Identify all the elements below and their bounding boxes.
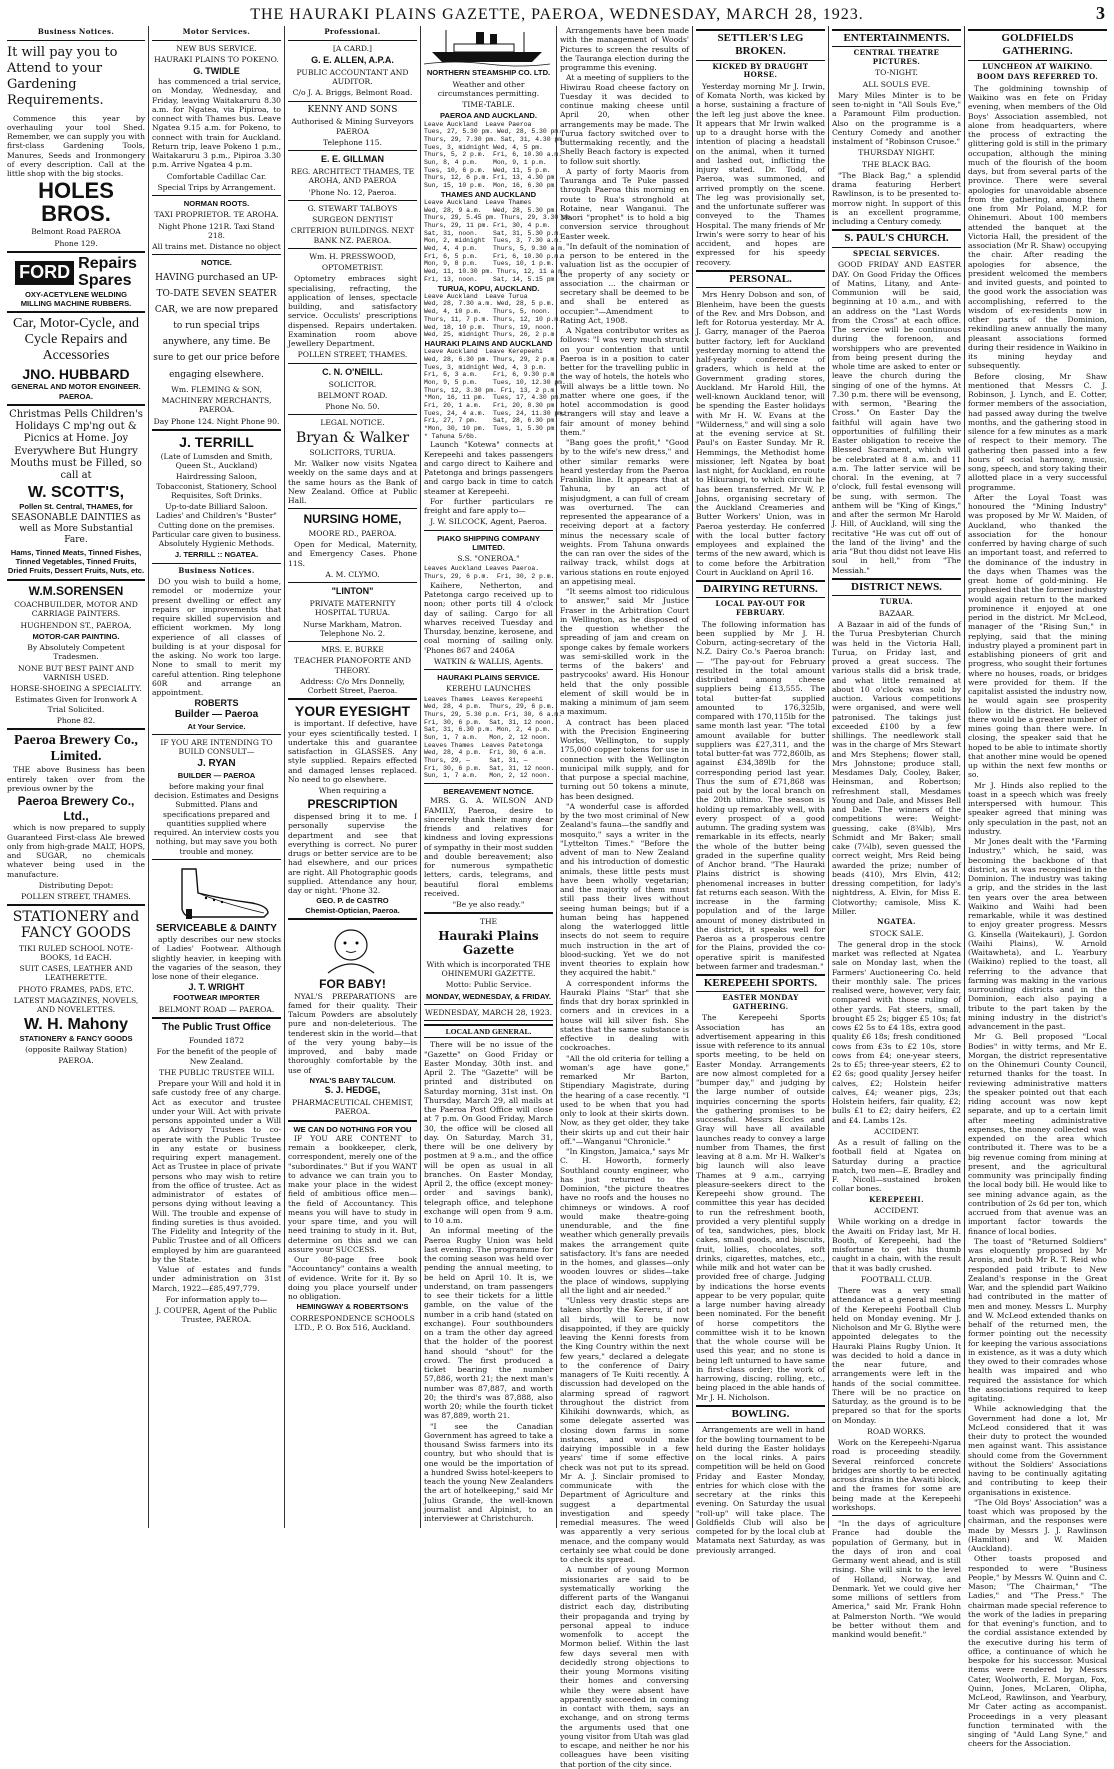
- holes-phone: Phone 129.: [54, 238, 98, 248]
- brewery-text-2: which is now prepared to supply Guaranteed First-class Ale brewed only from high-grade MALT, HOPS, and SUGAR, no chemicals whatever being used in the manufacture.: [7, 823, 145, 879]
- kerepeehi-accident-text: While working on a dredge in the Awaiti on Friday last, Mr H. Booth, of Kerepeehi, had the misfortune to get his thumb caught in a chain, with the result that it was badly crushed.: [832, 1217, 961, 1273]
- public-trust-name: The Public Trust Office: [162, 1021, 271, 1033]
- goldfields-text: Other toasts proposed and responded to were "Business People," by Messrs W. Quinn and C. Mason; "The Chairman," "The Ladies," and "The Press." The chairman made special reference to the work of the ladies in preparing for that evening's function, and to the cordial assistance extended by the executive during his term of office, a continuance of which he bespoke for his successor. Musical items were rendered by Messrs Cater, Woolworth, E. Morgan, Fox, Quinn, Jones, McLaren, Olipha, McLeod, Rawlinson, and Yearbury, Mr Cater acting as accompanist. Proceedings in a very pleasant function terminated with the singing of "Auld Lang Syne," and cheers for the Association.: [968, 1554, 1107, 1749]
- column-1: [4, 26, 148, 1528]
- prescription: PRESCRIPTION: [307, 797, 398, 812]
- masthead: [0, 0, 1114, 24]
- sorensen-name: W.M.SORENSEN: [28, 583, 124, 598]
- piako-text: Kaihere, Netherton, and Patetonga cargo received up to noon; other ports till 4 o'clock day of sailing. Cargo for all wharves received Tuesday and Thursday, benzine, kerosene, and coal morning of sailing only. 'Phones 867 and 2406A: [424, 580, 553, 655]
- silcock: J. W. SILCOCK, Agent, Paeroa.: [430, 517, 547, 527]
- shoe-illustration: [152, 863, 278, 921]
- news-paragraph: "A wonderful case is afforded by the two most criminal of New Zealand's fauna—the sandfly and mosquito," says a writer in the "Lyttelton Times." "Before the advent of man to New Zealand and his introduction of domestic animals, these little pests must have been wholly vegetarian; and the majority of them must still pass their lives without seeing human beings; but if a human being has happened along the waterlogged little insects do not seem to require much instruction in the art of blood-sucking. Yet we do not invent theories to explain how they acquired the habit.": [560, 801, 689, 978]
- bus-route: HAURAKI PLAINS TO POKENO.: [154, 54, 279, 64]
- news-paragraph: A party of forty Maoris from Tauranga and Te Puke passed through Paeroa this morning en route to Rua's stronghold at Rotaine, near Wanganui. The Maori "prophet" is to hold a big conversion service throughout Easter week.: [560, 166, 689, 241]
- column-8: [964, 26, 1110, 1749]
- talboys-name: G. STEWART TALBOYS: [307, 203, 398, 213]
- oneill-phone: Phone No. 50.: [325, 402, 380, 412]
- wright-name: J. T. WRIGHT: [188, 982, 245, 993]
- gazette-motto: Motto: Public Service.: [445, 980, 532, 990]
- milling: MILLING MACHINE RUBBERS.: [20, 298, 132, 308]
- settler-header: SETTLER'S LEG BROKEN.: [696, 29, 825, 61]
- legal-notice: LEGAL NOTICE.: [320, 418, 385, 428]
- section-header: Professional.: [324, 27, 381, 36]
- nyal-text: NYAL'S PREPARATIONS are famed for their quality. Their Talcum Powders are absolutely pure and non-deleterious. The tenderest skin in the world—that of the very young baby—is improved, and baby made thoroughly comfortable by the use of: [288, 991, 417, 1075]
- local-text-1: There will be no issue of the "Gazette" on Good Friday or Easter Monday, 30th inst. and April 2. The "Gazette" will be printed and distributed on Saturday morning, 31st inst. On Thursday, March 29, all mails at the Paeroa Post Office will close at 7 p.m. On Good Friday, March 30, the office will be closed all day. On Saturday, March 31, there will be one delivery by postmen at 9 a.m., and the office will be open as usual in all branches. On Easter Monday, April 2, the office (except money-order and savings bank), telegraph office, and telephone exchange will open from 9 a.m. to 10 a.m.: [424, 1040, 553, 1226]
- nothing-headline: WE CAN DO NOTHING FOR YOU: [293, 1124, 412, 1134]
- for-baby-headline: FOR BABY!: [319, 977, 386, 992]
- castro-name: GEO. P. de CASTRO: [316, 896, 389, 906]
- hubbard-name: JNO. HUBBARD: [22, 366, 130, 383]
- kerepeehi-sports-sub: EASTER MONDAY GATHERING.: [722, 993, 799, 1011]
- gazette-title: Hauraki Plains Gazette: [438, 928, 539, 958]
- boom-days-sub: BOOM DAYS REFERRED TO.: [976, 72, 1099, 82]
- fleming-phone: Day Phone 124. Night Phone 90.: [153, 416, 280, 426]
- ford-repairs: Repairs: [78, 254, 137, 272]
- hauraki-service: HAURAKI PLAINS SERVICE.: [437, 673, 540, 682]
- terrill-text: Hairdressing Saloon, Tobacconist, Stationery, School Requisites, Soft Drinks.: [156, 472, 277, 500]
- ford-spares: Spares: [78, 271, 132, 289]
- burke-name: MRS. E. BURKE: [321, 645, 384, 655]
- football-header: FOOTBALL CLUB.: [860, 1274, 933, 1284]
- news-paragraph: A correspondent informs the Hauraki Plains "Star" that she finds that dry borax sprinkled in corners and in crevices in a house will kill silver fish. She states that the same substance is effective in dealing with cockroaches.: [560, 978, 689, 1053]
- hemingway-sub: CORRESPONDENCE SCHOOLS LTD., P. O. Box 516, Auckland.: [290, 1313, 415, 1332]
- church-header: S. PAUL'S CHURCH.: [832, 229, 961, 247]
- gillman-phone: 'Phone No. 12, Paeroa.: [308, 187, 397, 197]
- hubbard-sub: GENERAL AND MOTOR ENGINEER.: [11, 382, 141, 392]
- shoe-headline: SERVICEABLE & DAINTY: [156, 923, 277, 935]
- castro-sub: Chemist-Optician, Paeroa.: [305, 905, 400, 915]
- local-text-3: "I see the Canadian Government has agreed to take a thousand Swiss farmers into its country, but who should that is one would be the importation of a hundred Swiss hotel-keepers to teach the young New Zealanders the art of hotelkeeping," said Mr Julius Grande, the well-known journalist and Alpinist, to an interviewer at Christchurch.: [424, 1421, 553, 1524]
- steamship-sub: Weather and other circumstances permitting.: [437, 79, 540, 98]
- gazette-days: MONDAY, WEDNESDAY, & FRIDAY.: [426, 991, 551, 1001]
- scott-stock: Hams, Tinned Meats, Tinned Fishes, Tinned Vegetables, Tinned Fruits, Dried Fruits, Dessert Fruits, Nuts, etc.: [7, 547, 145, 576]
- further-text: For further particulars re freight and fare apply to—: [424, 496, 553, 516]
- nursing-home-name: NURSING HOME,: [303, 512, 402, 527]
- gillman-sub: REG. ARCHITECT THAMES, TE AROHA, AND PAEROA: [290, 167, 415, 186]
- ford-logo: FORD: [15, 261, 74, 285]
- terrill-sub: (Late of Lumsden and Smith, Queen St., Auckland): [160, 451, 273, 471]
- competent: By Absolutely Competent Tradesmen.: [27, 643, 125, 662]
- welding: OXY-ACETYLENE WELDING: [24, 289, 128, 299]
- eyesight-headline: YOUR EYESIGHT: [294, 703, 411, 720]
- watkin-wallis: WATKIN & WALLIS, Agents.: [433, 656, 544, 666]
- section-header: Business Notices.: [37, 27, 115, 36]
- black-bag-text: "The Black Bag," a splendid drama featuring Herbert Rawlinson, is to be presented to-morrow night. In support of this is an excellent programme, including a Century comedy.: [832, 170, 961, 227]
- accident-header: ACCIDENT.: [874, 1126, 919, 1136]
- sorensen-address: HUGHENDON ST., PAEROA,: [20, 620, 132, 630]
- notice-header: NOTICE.: [201, 258, 232, 268]
- turua-header: TURUA.: [879, 597, 914, 607]
- masthead-title: THE HAURAKI PLAINS GAZETTE, PAEROA, WEDNESDAY, MARCH 28, 1923.: [250, 6, 864, 23]
- presswood-name: Wm. H. PRESSWOOD,: [309, 251, 396, 261]
- kenny-phone: Telephone 115.: [323, 137, 382, 147]
- paeroa-auckland-times: Leave Auckland Leave Paeroa Tues, 27, 5.30 pm. Wed, 28, 5.30 pm. Thurs, 29, 7.30 pm. Sat, 31, 4.30 pm. Tues, 3, midnight Wed, 4, 5 pm. Thurs, 5, 2 p.m. Fri, 6, 10.30 a.m. Sun, 8, 4 p.m. Mon, 9, 1 p.m. Tues, 10, 6 p.m. Wed, 11, 5 p.m. Thurs, 12, 6 p.m. Fri, 13, 4.30 pm. Sun, 15, 10 p.m. Mon, 16, 6.30 pm.: [424, 120, 566, 189]
- page-number: 3: [1096, 3, 1106, 23]
- clymo: A. M. CLYMO.: [325, 569, 380, 579]
- presswood-address: POLLEN STREET, THAMES.: [297, 350, 408, 360]
- gardening-ad: It will pay you to Attend to your Gardening Requirements.: [7, 44, 118, 109]
- steamship-name: NORTHERN STEAMSHIP CO. LTD.: [426, 68, 551, 78]
- scott-seasonable: SEASONABLE DAINTIES as well as More Substantial Fare.: [11, 512, 141, 545]
- goldfields-text: "The Old Boys' Association" was a toast which was proposed by the chairman, and the responses were made by Messrs J. J. Rawlinson (Hamilton) and W. Maiden (Auckland).: [968, 1497, 1107, 1554]
- news-paragraph: Arrangements have been made with the management of Woods' Pictures to screen the results of the Tauranga election during the programme this evening.: [560, 26, 689, 72]
- local-text-2: An informal meeting of the Paeroa Rugby Union was held last evening. The programme for the coming season was held over pending the annual meeting, to be held on April 10. It is, we understand, on tram passengers to see their tickets for a little gamble, on the value of the number in a crib hand (stated on exchange). Four southbounders on a tram the other day agreed that the holder of the poorest hand should "shout" for the crowd. The first produced a ticket bearing the number 57,886, worth 21; the next man's number was 87,887, and worth 20; the third's was 87,888, also worth 20; while the fourth ticket was 87,889, worth 21.: [424, 1226, 553, 1421]
- holes-address: Belmont Road PAEROA: [31, 227, 121, 237]
- settler-sub: KICKED BY DRAUGHT HORSE.: [712, 61, 809, 80]
- oneill-sub: SOLICITOR.: [328, 379, 377, 389]
- thursday-night: THURSDAY NIGHT.: [858, 148, 935, 158]
- mahony-name: W. H. Mahony: [24, 1016, 128, 1034]
- news-paragraph: "In Kingston, Jamaica," says Mr C. H. Howorth, formerly Southland county engineer, who has just returned to the Dominion, "the picture theatres have no roofs and the houses no chimneys or windows. A roof would make theatre-going unendurable, and the fine weather which generally prevails makes the arrangement quite satisfactory. It's fans are needed in the homes, and glasses—only wooden louvres or slides—take the place of windows, supplying all the light and air needed.": [560, 1147, 689, 1295]
- depot: POLLEN STREET, THAMES.: [21, 892, 131, 902]
- twidle-text: has commenced a trial service, on Monday, Wednesday, and Friday, leaving Waitakaruru 8.30 a.m. for Ngatea, via Pipiroa, to connect with Thames bus. Leave Ngatea 9.15 a.m. for Pokeno, to connect with train for Auckland. Return trip, leave Pokeno 1 p.m., Waitakaruru 3 p.m., Pipiroa 3.30 p.m. Arrive Ngatea 4 p.m.: [152, 77, 281, 170]
- holes-bros-name: HOLES BROS.: [38, 178, 114, 227]
- linton-name: "LINTON": [331, 586, 374, 597]
- roots-name: NORMAN ROOTS.: [183, 199, 250, 208]
- church-text: GOOD FRIDAY AND EASTER DAY. On Good Friday the Offices of Matins, Litany, and Ante-Communion will be said, beginning at 10 a.m., and with an address on the "Last Words from the Cross" at each office. The service will be continuous during the forenoon, and worshippers who are prevented from being present during the whole time are asked to enter or leave the church during the singing of one of the hymns. At 7.30 p.m. there will be evensong, with sermon, "Bearing the Cross." On Easter Day the faithful will again have two opportunities of fulfilling their Easter obligation to receive the Blessed Sacrament, which will be celebrated at 8 a.m. and 11 a.m. The latter service will be choral. In the evening, at 7 o'clock, full festal evensong will be sung, with sermon. The anthem will be "King of Kings," and after the sermon Mr Harold J. Hill, of Auckland, will sing the recitative "He was cut off out of the land of the living" and the aria "But thou didst not leave His soul in hell," from "The Messiah.": [832, 260, 961, 575]
- news-paragraph: "Unless very drastic steps are taken shortly the Kereru, if not all birds, will to be now disappointed, if they are quickly leaving the Kenni forests from the King Country within the next few years," declared a delegate to the conference of Dairy managers of Te Kuiti recently. A discussion had developed on the alarming spread of ragwort throughout the district from Kihikihi downwards, which, as some delegate asserted was closing down farms in some instances, and would make dairying impossible in a few years' time if some effective check was not put to its spread. Mr A. J. Sinclair promised to communicate with the Department of Agriculture and suggest a departmental investigation and speedy remedial measures. The weed was apparently a very serious menace, and the company would certainly see what could be done to check its spread.: [560, 1296, 689, 1564]
- kerepeehi-sports-header: KEREPEEHI SPORTS.: [696, 974, 825, 992]
- news-paragraph: At a meeting of suppliers to the Hiwirau Road cheese factory on Tuesday it was decided to continue making cheese until April 20, when other arrangements may be made. The Turua factory switched over to buttermaking recently, and the Shelly Beach factory is expected to follow suit shortly.: [560, 73, 689, 166]
- roots-sub: TAXI PROPRIETOR. TE AROHA.: [154, 210, 279, 220]
- ngatea-header: NGATEA.: [877, 917, 916, 927]
- public-trust-will: THE PUBLIC TRUSTEE WILL: [159, 1067, 274, 1077]
- goldfields-text: Mr J. Hinds also replied to the toast in a speech which was freely interspersed with humour. This speaker agreed that mining was only speculation in the past, not an industry.: [968, 780, 1107, 836]
- mahony-address: (opposite Railway Station): [25, 1045, 127, 1055]
- goldfields-text: Mr G. Bell proposed "Local Bodies" in witty terms, and Mr E. Morgan, the district representative on the Ohinemuri County Council, returned thanks for the toast. In reviewing administrative matters the speaker pointed out that each riding account was now kept separate, and up to a certain limit after meeting administrative expenses, the money collected was expended on the area which contributed it. There was to be a big revenue coming from mining at present, and the agricultural community was principally finding the local body bill. He would like to see mining advance again, as the contribution of 2s 6d per ton, which accrued from that avenue was an important factor towards the finance of local bodies.: [968, 1032, 1107, 1236]
- news-paragraph: A contract has been placed with the Precision Engineering Works, Wellington, to supply 175,000 copper tokens for use in connection with the Wellington municipal milk supply, and for that purpose a special machine, turning out 50 tokens a minute, has been designed.: [560, 717, 689, 801]
- nursing-address: MOORE RD., PAEROA.: [308, 528, 397, 538]
- brewery-text: THE above Business has been entirely taken over from the previous owner by the: [7, 765, 145, 793]
- goldfields-text: The goldmining township of Waikino was en fete on Friday evening, when members of the Old Boys' Association assembled, not alone from headquarters, where the process of extracting the glittering gold is still in the primary occupation, although the mining much of the flourish of the boom days, but from several parts of the province. There were several apologies for unavoidable absence from the gathering, among them one from Mr Poland, M.P. for Ohinemuri. About 100 members attended the banquet at the Victoria Hall, the president of the association (Mr R. Shaw) occupying the chair. After reading the apologies for absence, the president welcomed the members and invited guests, and pointed to the good work the association was accomplishing, referred to the wisdom of ex-residents now in other parts of the Dominion, rekindling anew annually the many pleasant associations formed during their residence in Waikino in its mining heyday and subsequently.: [968, 83, 1107, 371]
- goldfields-header: GOLDFIELDS GATHERING.: [968, 29, 1107, 61]
- column-7: [828, 26, 964, 1640]
- goldfields-text: After the Loyal Toast was honoured the "Mining Industry" was proposed by Mr W. Maiden, of Auckland, who thanked the association for the honour conferred by having charge of such an important toast, and referred to the dominance of the industry in the days when Thames was the great home of gold-mining. He prophesied that the former industry would again return to the marked prominence it enjoyed at one period in the district. Mr McLeod, manager of the "Rising Sun," in replying, said that the mining industry played a prominent part in establishing pioneers of grit and progress, who sought their fortunes where no houses, roads, or bridges were provided for them. If the capitalist assisted the industry now, he would again see prosperity follow in the district. He believed there would be a greater number of mines going than there were. In closing, the speaker said that he hoped to be able to intimate shortly that another mine would be opened up within the next few months or so.: [968, 492, 1107, 780]
- scott-address: Pollen St. Central, THAMES, for: [19, 501, 133, 511]
- hemingway-name: HEMINGWAY & ROBERTSON'S: [296, 1302, 409, 1312]
- section-header: Motor Services.: [182, 27, 251, 36]
- hedge-sub: PHARMACEUTICAL CHEMIST, PAEROA.: [291, 1098, 414, 1117]
- gazette-the: THE: [479, 917, 498, 927]
- brewery-name: Paeroa Brewery Co., Limited.: [14, 733, 138, 765]
- football-text: There was a very small attendance at a general meeting of the Kerepeehi Football Club held on Monday evening. Mr J. Nicholson and Mr G. Blythe were appointed delegates to the Hauraki Plains Rugby Union. It was decided to hold a dance in the near future, and arrangements were left in the hands of the social committee. There will be no practice on Saturday, as the ground is to be prepared so that for the sports on Monday.: [832, 1286, 961, 1425]
- stock-sale-text: The general drop in the stock market was reflected at Ngatea sale on Monday last, when the Farmers' Auctioneering Co. held their monthly sale. The prices realised were, however, very fair, compared with those ruling of other yards. Fat steers, small, brought £5 2s; bigger £5 10s; fat cows £2 5s to £4 18s, extra good quality £6 18s; fresh conditioned cows from £3s to £2 10s, store cows from £4; one-year steers, 2s to £5; three-year steers, £2 to £2 6s; good quality Jersey heifer calves, £2; Holstein heifer calves, £4; weaner pigs, 23s; Holstein heifers, fair quality, £2; bulls £1 to £2; dairy heifers, £2 and £4. Lambs 12s.: [832, 939, 961, 1125]
- news-paragraph: "It seems almost too ridiculous to answer," said Mr Justice Fraser in the Arbitration Court in Wellington, as he disposed of the question whether the spreading of jam and cream on sponge cakes by female workers was semi-skilled work in the terms of the bakers' and pastrycooks' award. His Honour held that the only possible element of skill would be in making a minimum of jam seem a maximum.: [560, 587, 689, 717]
- business-notices: Business Notices.: [178, 565, 255, 575]
- turua-kopu-times: Leave Auckland Leave Turua Wed, 28, 7.30 a.m. Wed, 28, 5 p.m. Wed, 4, 10 p.m. Thurs, 5, noon. Thurs, 11, 7 p.m. Thurs, 12, 10 p.m. Wed, 18, 10 p.m. Thurs, 19, noon. Wed, 25, midnight Thurs, 26, 2 p.m.: [424, 292, 563, 339]
- cadillac: Comfortable Cadillac Car.: [166, 171, 267, 181]
- news-paragraph: "In default of the nomination of a person to be entered in the valuation list as the occupier of the property of any society or association ... the chairman or secretary shall be deemed to be and shall be entered as occupier."—Amendment to Rating Act, 1908.: [560, 241, 689, 325]
- bryan-sub: SOLICITORS, TURUA.: [309, 447, 396, 457]
- kerepeehi-sports-text: The Kerepeehi Sports Association has an advertisement appearing in this issue with reference to its annual sports meeting, to be held on Easter Monday. Arrangements are now almost completed for a "bumper day," and judging by the large number of outside inquiries concerning the sports the gathering promises to be successful. Messrs Eccles and Gray will have all available launches ready to convey a large number from Thames, the first leaving at 8 a.m. Mr H. Walker's big launch will also leave Thames at 9 a.m., carrying pleasure-seekers direct to the Kerepeehi show ground. The committee this year has decided to run the refreshment booth, provided a very plentiful supply of tea, sandwiches, pies, block cakes, small goods, and biscuits, fruit, lollies, chocolates, soft drinks, cigarettes, matches, etc., while milk and hot water can be provided free of charge. Judging by indications the horse events appear to be very popular, quite a large number having already been nominated. For the benefit of horse competitors the committee wish it to be known that the whole course will be used this year, and no stone is being left unturned to have same in first-class order; the work of harrowing, discing, rolling, etc., being placed in the able hands of Mr J. H. Nicholson.: [696, 1013, 825, 1402]
- kerepeehi-accident-header: ACCIDENT.: [874, 1206, 919, 1216]
- public-trust-value: Value of estates and funds under administration on 31st March, 1922—£85,497,779.: [152, 1265, 281, 1293]
- mahony-town: PAEROA.: [58, 1056, 94, 1066]
- fleming-sub: MACHINERY MERCHANTS, PAEROA.: [161, 396, 272, 415]
- prescription-text: dispensed bring it to me. I personally supervise the department and see that everything is correct. No purer drugs or better service are to be had elsewhere, and our prices are right. All Photographic goods supplied. Attendance any hour, day or night. 'Phone 32.: [288, 812, 417, 896]
- ryan-sub: BUILDER — PAEROA: [177, 770, 256, 780]
- bowling-text: Arrangements are well in hand for the bowling tournament to be held during the Easter holidays on the local rinks. A pairs competition will be held on Good Friday and Easter Monday, entries for which close with the secretary at the rinks this evening. On Saturday the usual "roll-up" will take place. The Goldfields Club will also be competed for by the local club at Matamata next Saturday, as was previously arranged.: [696, 1425, 825, 1555]
- stock-sale-header: STOCK SALE.: [869, 928, 924, 938]
- gazette-sub: With which is incorporated THE OHINEMURI GAZETTE.: [426, 959, 551, 979]
- dairying-text: The following information has been supplied by Mr J. H. Coburn, acting-secretary of the N.Z. Dairy Co.'s Paeroa branch:— "The pay-out for February resulted in the total amount distributed among cheese suppliers being £13,555. The total butter-fat supplied amounted to 176,325lb, compared with 170,115lb for the same month last year. "The total amount available for butter suppliers was £27,311, and the total butter-fat was 772,860lb, as against £34,389lb for the corresponding period last year. Thus the sum of £71,868 was paid out by the local branch on the 20th ultimo. The season is holding up remarkably well, with every prospect of a good autumn. The grading system was remarkable in its effects, nearly the whole of the butter being graded in the superfine quality of Anchor brand. "The Hauraki Plains district is showing phenomenal increases in butter fat returns each season. With the increase in the farming population and of the large amount of money distributed in the district, it speaks well for Paeroa as a prosperous centre for the Plains, provided the co-operative spirit is manifested between farmer and tradesman.": [696, 619, 825, 971]
- church-sub: SPECIAL SERVICES.: [853, 248, 940, 258]
- wright-address: BELMONT ROAD — PAEROA.: [158, 1004, 275, 1014]
- twidle-name: G. TWIDLE: [193, 66, 240, 77]
- accident-text: As a result of falling on the football field at Ngatea on Saturday during a practice match, two men—E. Bradley and F. Nicoll—sustained broken collar bones.: [832, 1138, 961, 1194]
- allen-name: G. E. ALLEN, A.P.A.: [311, 54, 394, 65]
- road-works-text: Work on the Kerepeehi-Ngarua road is proceeding steadily. Several reinforced concrete bridges are shortly to be erected across drains in the Awaiti block, and the frames for some are being made at the Kerepeehi workshops.: [832, 1438, 961, 1512]
- terrill-name: J. TERRILL: [179, 433, 254, 450]
- timetable-header: TIME-TABLE.: [462, 100, 515, 109]
- entertainments-header: ENTERTAINMENTS.: [832, 29, 961, 47]
- hauraki-auckland-times: Leave Auckland Leave Kerepeehi Wed, 28, 6.30 pm. Thurs, 29, 2 p.m. Tues, 3, midnight Wed, 4, 3 p.m. Fri, 6, 3 a.m. Fri, 6, 9.30 p.m. Mon, 9, 5 p.m. Tues, 10, 12.30 pm. Thurs, 12, 3.30 pm. Fri, 13, 2 p.m. *Mon, 16, 11 pm. Tues, 17, 4.30 pm. Fri, 20, 1 a.m. Fri, 20, 8.30 pm. Tues, 24, 4 a.m. Tues, 24, 11.30 pm. Fri, 27, 7 pm. Sat, 28, 6.30 pm. *Mon, 30, 10 pm. Tues, 1, 5.30 pm. * Tahuna 5/6b.: [424, 348, 566, 440]
- column-2: [148, 26, 284, 1528]
- hubbard-town: PAEROA.: [58, 391, 94, 401]
- kenny-name: KENNY AND SONS: [307, 104, 398, 115]
- scott-intro: Christmas Pells Children's Holidays C mp'ng out & Picnics at Home. Joy Everywhere But Hungry Mouths must be Filled, so call at: [9, 408, 143, 481]
- luncheon-sub: LUNCHEON AT WAIKINO.: [982, 61, 1093, 71]
- car-repairs: Car, Motor-Cycle, and Cycle Repairs and Accessories: [13, 316, 139, 364]
- shoe-text: aptly describes our new stocks of Ladies' Footwear. Although slightly heavier, in keeping with the vagaries of the season, they lose none of their elegance.: [152, 935, 281, 982]
- tonight: TO-NIGHT.: [875, 68, 918, 78]
- public-trust-text: Prepare your Will and hold it in safe custody free of any charge. Act as executor and trustee under your Will. Act with private persons appointed under a Will as Advisory Trustees to co-operate with the Public Trustee in any estate or business requiring expert management. Act as Trustee in place of private persons who may wish to retire from the office of trustee. Act as administrator of estates of persons dying without leaving a Will. The trouble and expense of finding sureties is thus avoided. The Fidelity and Integrity of the Public Trustee and of all Officers employed by him are guaranteed by the State.: [152, 1079, 281, 1264]
- news-paragraph: A number of young Mormon missionaries are said to be systematically working the different parts of the Wanganui district each day, distributing their propaganda and trying by personal appeal to induce womenfolk to accept the Mormon belief. Within the last few days several men with decidedly strong objections to their young Mormons visiting their homes and conversing while they were absent have apparently succeeded in coming in contact with them, says an exchange, and on strong terms the arguments used that one young visitor from Utah was glad to escape, and neither he nor his colleagues have been visiting that portion of the city since.: [560, 1565, 689, 1769]
- roberts-name: ROBERTS: [194, 698, 239, 709]
- hauraki-auckland-header: HAURAKI PLAINS AND AUCKLAND: [424, 338, 553, 348]
- personal-header: PERSONAL.: [696, 270, 825, 288]
- bereavement-end: "Be ye also ready.": [452, 900, 525, 910]
- hedge-name: S. J. HEDGE,: [324, 1085, 381, 1096]
- scott-name: W. SCOTT'S,: [27, 484, 125, 502]
- oneroa: S.S. "ONEROA.": [457, 554, 520, 564]
- magazines: LATEST MAGAZINES, NOVELS, AND NOVELETTES.: [13, 995, 139, 1015]
- best-paint: NONE BUT BEST PAINT AND VARNISH USED.: [18, 663, 134, 682]
- public-trust-agent: J. COUPER, Agent of the Public Trustee, PAEROA.: [156, 1306, 277, 1325]
- bereavement-header: BEREAVEMENT NOTICE.: [443, 787, 534, 797]
- baby-illustration: [288, 923, 414, 975]
- nyal-talcum: NYAL'S BABY TALCUM.: [309, 1075, 396, 1085]
- dairying-sub: LOCAL PAY-OUT FOR FEBRUARY.: [715, 599, 806, 617]
- public-trust-info: For information apply to—: [165, 1294, 268, 1304]
- all-souls-text: Mary Miles Minter is to be seen to-night in "All Souls Eve," a Paramount Film production. Also on the programme is a Century Comedy and another instalment of "Robinson Crusoe.": [832, 90, 961, 147]
- news-paragraph: "Bang goes the profit," "Good by to the wife's new dress," and other similar remarks were heard yesterday from the Paeroa Franklin line. It appears that at Tahuna, by an act of misjudgment, a can full of cream was overturned. The can represented the appearance of a receiving deport at a factory minus the necessary scale of weights. From Tahuna onwards the can ran over the sides of the railway track, whilst dogs at various stations en route enjoyed an appetising meal.: [560, 438, 689, 586]
- motor-painting: MOTOR-CAR PAINTING.: [32, 631, 120, 641]
- oneill-name: C. N. O'NEILL.: [322, 366, 383, 377]
- presswood-text: Optometry embraces sight specialising, refracting, the application of lenses, spectacle building, and satisfactory service. Occulists' prescriptions dispensed. Repairs undertaken. Examination room above Jewellery Department.: [288, 274, 417, 349]
- talboys-address: CRITERION BUILDINGS. NEXT BANK NZ. PAEROA.: [290, 226, 415, 245]
- goldfields-text: The toast of "Returned Soldiers" was eloquently proposed by Mr Aronis, and both Mr R. T. Reid who responded paid tribute to New Zealand's response in the Great War, and the splendid part Waikino had contributed in the matter of men and money. Messrs L. Murphy and W. McLeod extended thanks on behalf of the returned men, the former pointing out the necessity for keeping the various associations in existence, as it was a duty which they owed to their comrades whose health was impaired and who required the assistance for which the associations required to keep agitating.: [968, 1236, 1107, 1404]
- column-6: [692, 26, 828, 1555]
- oneill-address: BELMONT ROAD.: [317, 390, 388, 400]
- steamship-illustration: [424, 26, 550, 66]
- thames-auckland-times: Leave Auckland Leave Thames Wed, 28, 9 a.m. Wed, 28, 5.30 pm. Thurs, 29, 5.45 pm. Thurs, 29, 3.30 pm. Thurs, 29, 11 pm. Fri, 30, 4 p.m. Sat, 31, noon. Sat, 31, 5.30 p.m. Mon, 2, midnight Tues, 3, 7.30 a.m. Wed, 4, 4 p.m. Thurs, 5, 9.30 a.m. Fri, 6, 5 p.m. Fri, 6, 10.30 p.m. Mon, 9, 8 p.m. Tues, 10, 1 p.m. Wed, 11, 10.30 pm. Thurs, 12, 11 a.m. Fri, 13, noon. Sat, 14, 5.15 pm.: [424, 198, 574, 283]
- burke-sub: TEACHER PIANOFORTE AND THEORY.: [294, 656, 411, 675]
- local-general-header: LOCAL AND GENERAL.: [424, 1024, 553, 1038]
- sorensen-sub: COACHBUILDER, MOTOR AND CARRIAGE PAINTERS.: [14, 600, 138, 619]
- thames-auckland-header: THAMES AND AUCKLAND: [440, 189, 537, 199]
- stationery-ad: STATIONERY and FANCY GOODS: [12, 909, 140, 942]
- road-works-header: ROAD WORKS.: [867, 1426, 926, 1436]
- column-5: [556, 26, 692, 1769]
- roberts-text: DO you wish to build a home, remodel or modernize your present dwelling or effect any repairs or improvements that require skilled supervision and efficient workmen. My long experience of all classes of building is at your disposal for the asking. No work too large. None to small to merit my careful attention. Ring telephone 60R and arrange an appointment.: [152, 577, 281, 698]
- allen-address: C/o J. A. Briggs, Belmont Road.: [292, 88, 413, 98]
- bazaar-text: A Bazaar in aid of the funds of the Turua Presbyterian Church was held in the Victoria Hall, Turua, on Friday last, and proved a great success. The various stalls did a brisk trade, and what little remained at about 10 o'clock was sold by auction. Various competitions were organised, and were well patronised. The takings just exceeded £100 by a few shillings. The needlework stall was in the charge of Mrs Stewart and Mrs Stephens; flower stall, Mrs Johnstone; produce stall, Mesdames Daly, Cooley, Baker, Heinsman, and Robertson; refreshment stall, Mesdames Young and Dale, and Misses Bell and Dale. The winners of the competitions were: Weight-guessing, cake (8¾lb), Mrs Schmidt and Mr Baker; small cake (7¼lb), seven guessed the correct weight, Mrs Reid being awarded the prize; number of beads (410), Mrs Elvin, 412; dressing competition, for lady's nightdress, A. Elvin, for Miss E. Clotworthy; camisole, Miss K. Miller.: [832, 620, 961, 916]
- bryan-name: Bryan & Walker: [295, 429, 410, 446]
- booklet-text: Our 80-page free book "Accountancy" contains a wealth of evidence. Write for it. By so doing you place yourself under no obligation.: [288, 1255, 417, 1302]
- news-paragraph: A Ngatea contributor writes as follows: "I was very much struck on your contention that until Paeroa is in a position to cater better for the travelling public in the way of hotels, the hotels who will always be a little town. No matter where one goes, if the hotel accommodation is good strangers will stay and leave a fair amount of money behind them.": [560, 326, 689, 437]
- news-paragraph: "All the old criteria for telling a woman's age have gone," remarked Mr Barton, Stipendiary Magistrate, during the hearing of a case recently. "I used to be when that you had only to look at their skirts down. Now, as they get older, they take their skirts up and cut their hair off."—Wanganui "Chronicle.": [560, 1053, 689, 1146]
- column-4: [420, 26, 574, 1528]
- france-text: "In the days of agriculture France had double the population of Germany, but in the days of iron and coal Germany went ahead, and is still rising. She will sink to the level of Holland, Norway, and Denmark. Yet we could give her some millions of settlers from America," said Mr. Frank Hohn at Palmerston North. "We would be better without them and mankind would benefit.": [832, 1519, 961, 1640]
- roots-met: All trains met. Distance no object: [152, 242, 281, 251]
- bus-header: NEW BUS SERVICE.: [176, 43, 257, 53]
- burke-address: Address: C/o Mrs Donnelly, Corbett Street, Paeroa.: [300, 676, 405, 696]
- gardening-text: Commence this year by overhauling your tool Shed. Remember, we can supply you with first-class Gardening Tools, Manures, Seeds and Ironmongery of every description. Call at the little shop with the big stocks.: [7, 113, 145, 179]
- black-bag: THE BLACK BAG.: [862, 159, 931, 169]
- mahony-sub: STATIONERY & FANCY GOODS: [19, 1033, 133, 1043]
- roberts-service: At Your Service.: [187, 721, 246, 731]
- column-3: [284, 26, 420, 1528]
- goldfields-text: Mr Jones dealt with the "Farming Industry," which, he said, was becoming the backbone of that district, as it was recognised in the Dominion. The industry was taking a grip, and the strides in the last ten years over the area between Waikino and Waihi had been remarkable, while it was destined to enjoy greater progress. Messrs G. Kinsella (Waitekauri), J. Gordon (Waihi Plains), W. Arnold (Waitawheta), and L. Yearbury (Waikino) replied to the toast, all referring to the advance that farming was making in the various surrounding districts and in the Dominion, each also paying a tribute to the part taken by the mining industry in the district's advancement in the past.: [968, 837, 1107, 1032]
- notice-text: HAVING purchased an UP-TO-DATE SEVEN SEATER CAR, we are now prepared to run special trips anywhere, any time. Be sure to get our price before engaging elsewhere.: [153, 272, 280, 380]
- nursing-text: Open for Medical, Maternity, and Emergency Cases. Phone 11S.: [288, 540, 417, 568]
- ironwork: Estimates Given for Ironwork A Trial Solicited.: [15, 695, 137, 714]
- ryan-name: J. RYAN: [197, 758, 236, 770]
- eyesight-text: is important. If defective, have your eyes scientifically tested. I undertake this and guarantee satisfaction in GLASSES. Any style supplied. Repairs effected and damaged lenses replaced. No need to go elsewhere.: [288, 719, 417, 784]
- roberts-sub: Builder — Paeroa: [174, 709, 259, 721]
- wright-sub: FOOTWEAR IMPORTER: [173, 993, 260, 1003]
- piako-times: Leaves Auckland Leaves Paeroa. Thurs, 29, 6 p.m. Fri, 30, 2 p.m.: [424, 565, 555, 581]
- kerehu-times: Leaves Thames Leaves Kerepeehi Wed, 28, 4 p.m. Thurs, 29, 6 p.m. Thurs, 29, 5.30 p.m. Fri, 30, 6 a.m. Fri, 30, 6 p.m. Sat, 31, 12 noon. Sat, 31, 6.30 p.m. Mon, 2, 4 p.m. Sun, 1, 7 a.m. Mon, 2, 12 noon. Leaves Thames Leaves Patetonga Wed, 28, 4 p.m. Fri, 30, 6 a.m. Thurs, 29, — Sat, 31, — Fri, 30, 6 p.m. Sat, 31, 12 noon. Sun, 1, 7 a.m. Mon, 2, 12 noon.: [424, 695, 563, 780]
- bazaar-header: BAZAAR.: [878, 608, 915, 618]
- kerehu: KEREHU LAUNCHES: [446, 684, 531, 694]
- all-souls: ALL SOULS EVE.: [862, 79, 931, 89]
- central-theatre: CENTRAL THEATRE PICTURES.: [853, 48, 940, 66]
- paeroa-auckland-header: PAEROA AND AUCKLAND.: [440, 111, 537, 121]
- issue-date: WEDNESDAY, MARCH 28, 1923.: [424, 1007, 552, 1017]
- presswood-sub: OPTOMETRIST.: [321, 263, 384, 273]
- bowling-header: BOWLING.: [696, 1405, 825, 1423]
- settler-text: Yesterday morning Mr J. Irwin, of Komata North, was kicked by a horse, sustaining a fracture of the left leg just above the knee. It appears that Mr Irwin walked up to a draught horse with the intention of placing a headstall on the animal, when it turned and lashed out, inflicting the injury stated. Dr. Todd, of Paeroa, was summoned, and arrived promptly on the scene. The leg was provisionally set, and the unfortunate sufferer was conveyed to the Thames Hospital. The many friends of Mr Irwin's were sorry to hear of his accident, and hopes are expressed for his speedy recovery.: [696, 81, 825, 267]
- ford-ad: [7, 256, 145, 290]
- gillman-name: E. E. GILLMAN: [321, 154, 384, 165]
- goldfields-text: Before closing, Mr Shaw mentioned that Messrs C. J. Robinson, J. Lynch, and E. Cotter, former members of the association, had passed away during the twelve months, and the gathering stood in silence for a few minutes as a mark of respect to their memory. The gathering then passed into a few hours of social harmony, music, song, speech, and story taking their allotted place in a very successful programme.: [968, 371, 1107, 492]
- bryan-text: Mr. Walker now visits Ngatea weekly on the same days and at the same hours as the Bank of New Zealand. Office at Public Hall.: [288, 459, 417, 505]
- piako-name: PIAKO SHIPPING COMPANY LIMITED.: [437, 533, 540, 552]
- launch-text: Launch "Kotewa" connects at Kerepeehi and takes passengers and cargo direct to Kaihere and Patetonga and brings passengers and cargo back in time to catch steamer at Kerepeehi.: [424, 440, 553, 496]
- photo-frames: PHOTO FRAMES, PADS, ETC.: [18, 984, 134, 994]
- dairying-header: DAIRYING RETURNS.: [696, 580, 825, 598]
- a-card: [A CARD.]: [332, 43, 373, 53]
- roots-phone: Night Phone 121R. Taxi Stand 218.: [158, 221, 275, 240]
- public-trust-benefit: For the benefit of the people of New Zealand.: [156, 1047, 277, 1066]
- kerepeehi-header: KEREPEEHI.: [869, 1194, 924, 1204]
- goldfields-text: While acknowledging that the Government had done a lot, Mr McLeod considered that it was their duty to protect the wounded men against want. This assistance should come from the Government without the Soldiers' Associations having to be continually agitating and contributing to keep their organisations in existence.: [968, 1404, 1107, 1497]
- brewery-co: Paeroa Brewery Co., Ltd.,: [17, 794, 135, 823]
- district-news-header: DISTRICT NEWS.: [832, 578, 961, 596]
- linton-sub: PRIVATE MATERNITY HOSPITAL TURUA.: [309, 599, 396, 618]
- linton-text: Nurse Markham, Matron. Telephone No. 2.: [303, 619, 402, 638]
- special-trips: Special Trips by Arrangement.: [157, 182, 276, 192]
- allen-sub: PUBLIC ACCOUNTANT AND AUDITOR.: [296, 67, 409, 86]
- kenny-sub: Authorised & Mining Surveyors PAEROA: [291, 117, 414, 136]
- turua-kopu-header: TURUA, KOPU, AUCKLAND.: [437, 283, 540, 293]
- terrill-sign: J. TERRILL :: NGATEA.: [174, 550, 259, 560]
- horse-shoeing: HORSE-SHOEING A SPECIALITY.: [10, 684, 142, 694]
- bereavement-text: MRS. G. A. WILSON AND FAMILY, Paeroa, desire to sincerely thank their many dear friends and relatives for kindness and loving expressions of sympathy in their most sudden and double bereavement; also for numerous sympathetic letters, cards, telegrams, and beautiful floral emblems received.: [424, 796, 553, 898]
- suit-cases: SUIT CASES, LEATHER AND LEATHERETTE.: [19, 964, 133, 983]
- tiki-books: TIKI RULED SCHOOL NOTE-BOOKS, 1d EACH.: [18, 943, 134, 962]
- public-trust-founded: Founded 1872: [188, 1036, 245, 1046]
- ryan-text-2: before making your final decision. Estimates and Designs Submitted. Plans and specifications prepared and quantities supplied where required. An interview costs you nothing, but may save you both trouble and money.: [153, 781, 280, 856]
- talboys-sub: SURGEON DENTIST: [312, 215, 393, 225]
- prescription-intro: When requiring a: [318, 786, 387, 796]
- terrill-text-2: Up-to-date Billiard Saloon. Ladies' and Children's "Buster" Cutting done on the premises. Particular care given to business. Absolutely Hygienic Methods.: [152, 502, 281, 549]
- newspaper-page: [4, 26, 1110, 1769]
- phone-82: Phone 82.: [56, 715, 96, 725]
- personal-text: Mrs Henry Dobson and son, of Blenheim, have been the guests of the Rev. and Mrs Dobson, and left for Rotorua yesterday. Mr A. J. Garry, manager of the Paeroa butter factory, left for Auckland yesterday morning to attend the half-yearly conference of graders, which is held at the Government grading stores, Auckland. Mr Harold Hill, the well-known Auckland tenor, will be spending the Easter holidays with Mr H. W. Evans at the "Wilderness," and will sing a solo at the evening service at St. Paul's on Easter Sunday. Mr R. Hemmings, the Methodist home missioner, left Ngatea by boat last night, for Auckland, en route to Hikurangi, to which circuit he has been transferred. Mr W. P. Johns, organising secretary of the Auckland Creameries and Butter Workers' Union, was in Paeroa yesterday. He conferred with the local butter factory employees and explained the terms of the new award, which is to come before the Arbitration Court in Auckland on April 16.: [696, 290, 825, 577]
- ryan-text: IF YOU ARE INTENDING TO BUILD CONSULT—: [160, 737, 273, 757]
- fleming-name: Wm. FLEMING & SON,: [171, 384, 262, 394]
- nothing-text: IF YOU ARE CONTENT to remain a bookkeeper, clerk, correspondent, merely one of the "subordinates." But if you WANT to advance we can train you to make your place in the widest field of ambitious office men—the field of Accountancy. This means you will have to study in your spare time, and you will need training to study in it. But, determine on this and we can assure your SUCCESS.: [288, 1133, 417, 1254]
- depot-header: Distributing Depot:: [38, 880, 114, 890]
